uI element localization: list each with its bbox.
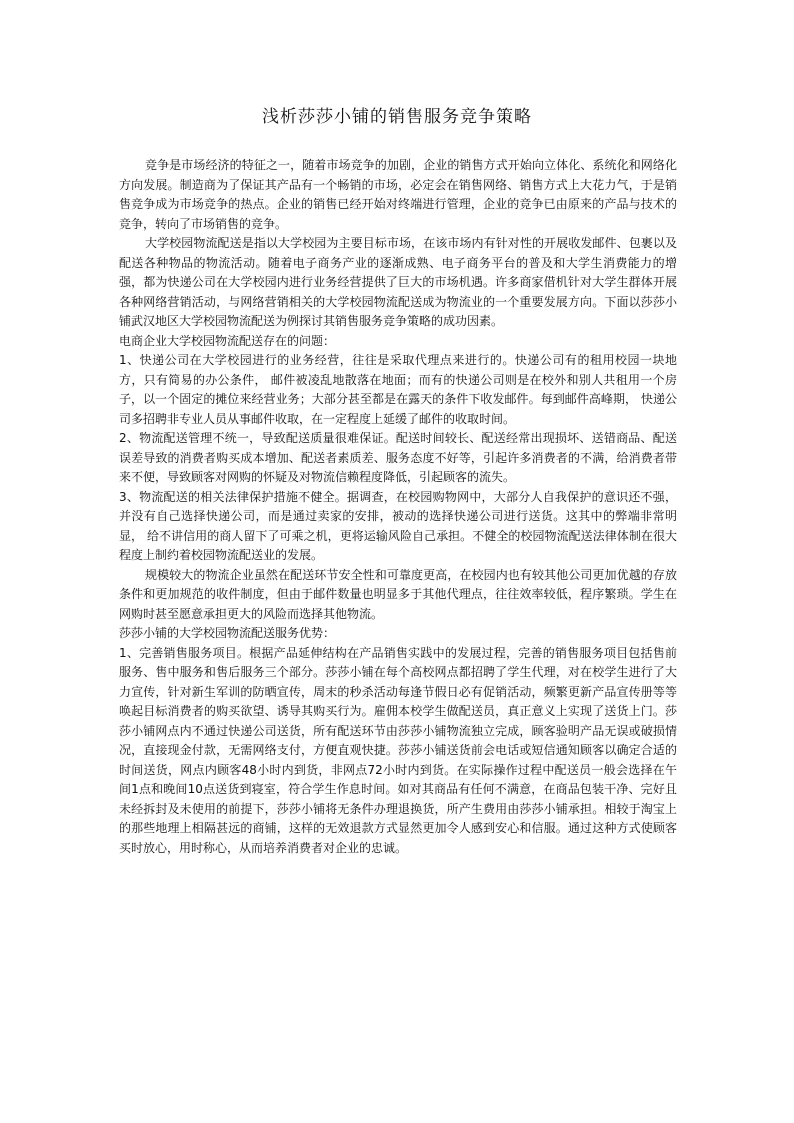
- problem-item-3: 3、物流配送的相关法律保护措施不健全。据调查，在校园购物网中，大部分人自我保护的意识还不强，并没有自己选择快递公司，而是通过卖家的安排，被动的选择快递公司进行送货。这其中的弊端非常明显， 给不讲信用的商人留下了可乘之机，更将运输风险自己承担。不健全的校园物流配送法律体制在很大程度上制约着校园物流配送业的发展。: [119, 489, 677, 562]
- problem-item-2: 2、物流配送管理不统一，导致配送质量很难保证。配送时间较长、配送经常出现损坏、送错商品、配送误差导致的消费者购买成本增加、配送者素质差、服务态度不好等，引起许多消费者的不满，给消费者带来不便，导致顾客对网购的怀疑及对物流信赖程度降低，引起顾客的流失。: [119, 431, 677, 484]
- paragraph-intro: 竞争是市场经济的特征之一，随着市场竞争的加剧，企业的销售方式开始向立体化、系统化和网络化方向发展。制造商为了保证其产品有一个畅销的市场，必定会在销售网络、销售方式上大花力气，于是销售竞争成为市场竞争的热点。企业的销售已经开始对终端进行管理，企业的竞争已由原来的产品与技术的竞争，转向了市场销售的竞争。: [119, 158, 677, 231]
- paragraph-large-logistics: 规模较大的物流企业虽然在配送环节安全性和可靠度更高，在校园内也有较其他公司更加优越的存放条件和更加规范的收件制度，但由于邮件数量也明显多于其他代理点，往往效率较低，程序繁琐。学生在网购时甚至愿意承担更大的风险而选择其他物流。: [119, 567, 677, 621]
- paragraph-campus-logistics: 大学校园物流配送是指以大学校园为主要目标市场，在该市场内有针对性的开展收发邮件、包裹以及配送各种物品的物流活动。随着电子商务产业的逐渐成熟、电子商务平台的普及和大学生消费能力的增强，都为快递公司在大学校园内进行业务经营提供了巨大的市场机遇。许多商家借机针对大学生群体开展各种网络营销活动，与网络营销相关的大学校园物流配送成为物流业的一个重要发展方向。下面以莎莎小铺武汉地区大学校园物流配送为例探讨其销售服务竞争策略的成功因素。: [119, 236, 677, 328]
- section-heading-advantages: 莎莎小铺的大学校园物流配送服务优势：: [119, 626, 336, 640]
- section-heading-problems: 电商企业大学校园物流配送存在的问题：: [119, 333, 336, 348]
- document-title: 浅析莎莎小铺的销售服务竞争策略: [262, 107, 532, 127]
- problem-item-1: 1、快递公司在大学校园进行的业务经营，往往是采取代理点来进行的。快递公司有的租用校园一块地方，只有简易的办公条件， 邮件被凌乱地散落在地面；而有的快递公司则是在校外和别人共租用一个房子，以一个固定的摊位来经营业务；大部分甚至都是在露天的条件下收发邮件。每到邮件高峰期， 快递公司多招聘非专业人员从事邮件收取，在一定程度上延缓了邮件的收取时间。: [119, 353, 677, 426]
- document-body: [119, 156, 677, 858]
- advantage-item-1: 1、完善销售服务项目。根据产品延伸结构在产品销售实践中的发展过程，完善的销售服务项目包括售前服务、售中服务和售后服务三个部分。莎莎小铺在每个高校网点都招聘了学生代理，对在校学生进行了大力宣传，针对新生军训的防晒宣传，周末的秒杀活动每逢节假日必有促销活动，频繁更新产品宣传册等等唤起目标消费者的购买欲望、诱导其购买行为。雇佣本校学生做配送员，真正意义上实现了送货上门。莎莎小铺网点内不通过快递公司送货，所有配送环节由莎莎小铺物流独立完成，顾客验明产品无误或破损情况，直接现金付款，无需网络支付，方便直观快捷。莎莎小铺送货前会电话或短信通知顾客以确定合适的时间送货，网点内顾客48小时内到货，非网点72小时内到货。在实际操作过程中配送员一般会选择在午间1点和晚间10点送货到寝室，符合学生作息时间。如对其商品有任何不满意，在商品包装干净、完好且未经拆封及未使用的前提下，莎莎小铺将无条件办理退换货，所产生费用由莎莎小铺承担。相较于淘宝上的那些地理上相隔甚远的商铺，这样的无效退款方式显然更加令人感到安心和信服。通过这种方式使顾客买时放心，用时称心，从而培养消费者对企业的忠诚。: [119, 645, 677, 855]
